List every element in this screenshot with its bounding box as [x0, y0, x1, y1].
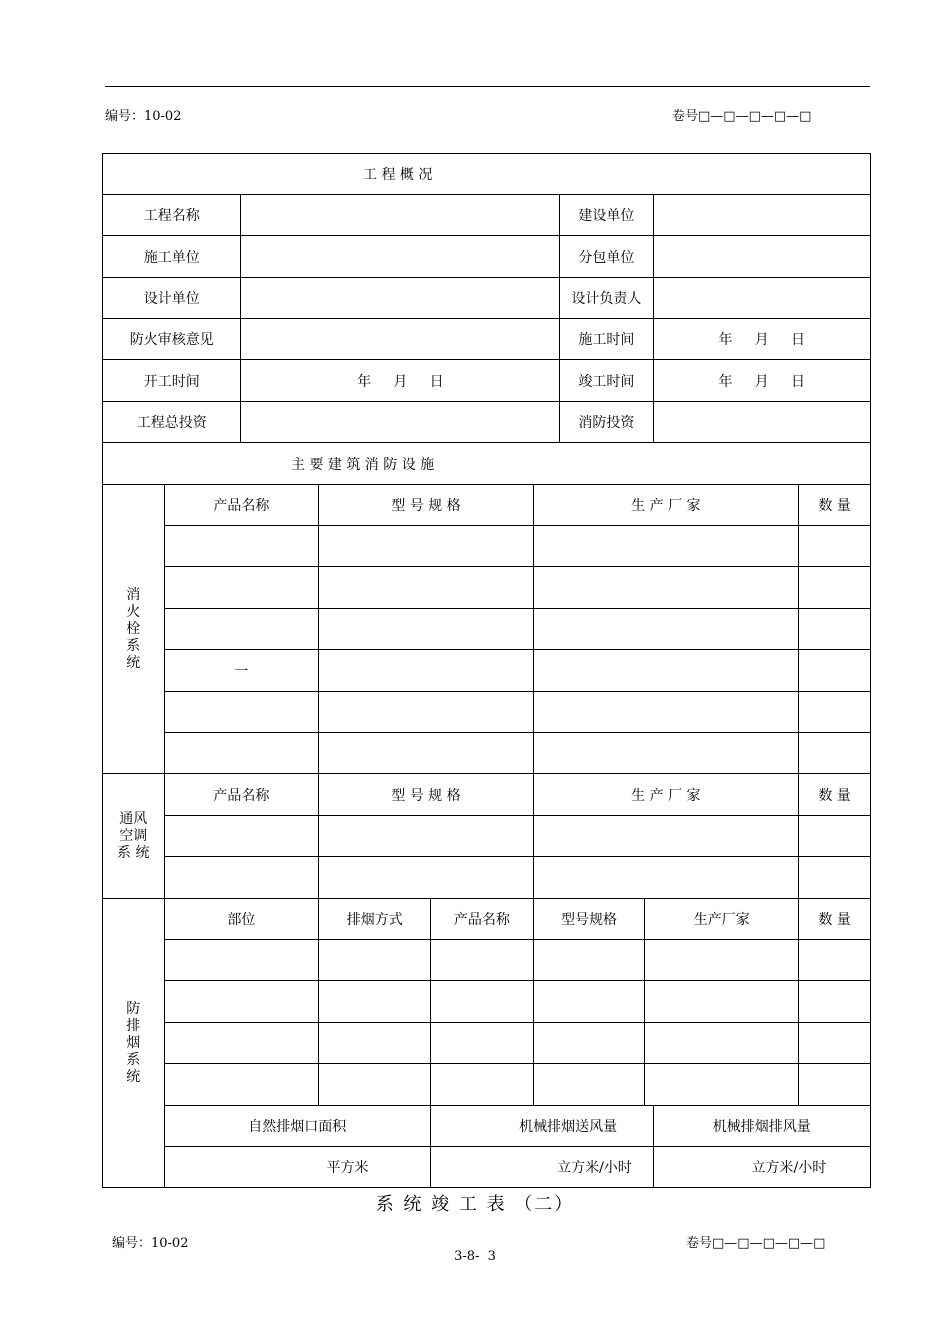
hydrant-cell[interactable]: [799, 567, 871, 609]
smoke-header-product: 产品名称: [431, 899, 534, 940]
hydrant-cell[interactable]: [319, 609, 533, 650]
hydrant-system-label: 消 火 栓 系 统: [103, 485, 165, 774]
label-fire-review: 防火审核意见: [103, 319, 241, 360]
volume-number: 卷号□—□—□—□—□: [672, 109, 812, 124]
hydrant-cell[interactable]: [533, 609, 799, 650]
hydrant-header-product: 产品名称: [164, 485, 319, 526]
hvac-cell[interactable]: [799, 816, 871, 857]
value-finish-time[interactable]: 年 月 日: [653, 360, 870, 402]
smoke-header-qty: 数 量: [799, 899, 871, 940]
table-row: [103, 609, 871, 650]
smoke-cell[interactable]: [533, 981, 645, 1023]
hvac-cell[interactable]: [319, 857, 533, 899]
hvac-cell[interactable]: [164, 816, 319, 857]
table-row: [103, 816, 871, 857]
smoke-cell[interactable]: [431, 1064, 534, 1106]
smoke-header-model: 型号规格: [533, 899, 645, 940]
form-code: 编号：10-02: [105, 109, 182, 124]
smoke-cell[interactable]: [799, 1064, 871, 1106]
hvac-header-product: 产品名称: [164, 774, 319, 816]
smoke-header-maker: 生产厂家: [645, 899, 799, 940]
hydrant-cell[interactable]: [799, 609, 871, 650]
table-row: [103, 650, 871, 692]
smoke-cell[interactable]: [533, 1064, 645, 1106]
smoke-cell[interactable]: [799, 1023, 871, 1064]
value-design-unit[interactable]: [241, 278, 560, 319]
label-project-name: 工程名称: [103, 195, 241, 236]
unit-square-meters: 平方米: [164, 1147, 431, 1188]
hvac-cell[interactable]: [799, 857, 871, 899]
hydrant-header-qty: 数 量: [799, 485, 871, 526]
table-row: [103, 567, 871, 609]
table-row: [103, 857, 871, 899]
table-row: [103, 526, 871, 567]
hvac-cell[interactable]: [533, 816, 799, 857]
value-build-time[interactable]: 年 月 日: [653, 319, 870, 360]
hydrant-cell[interactable]: [533, 650, 799, 692]
table-row: [103, 1023, 871, 1064]
unit-cubic-per-hour-supply: 立方米/小时: [431, 1147, 653, 1188]
hydrant-cell[interactable]: [319, 733, 533, 774]
hydrant-cell[interactable]: 一: [164, 650, 319, 692]
smoke-cell[interactable]: [319, 1023, 431, 1064]
facilities-title: 主 要 建 筑 消 防 设 施: [103, 443, 871, 485]
form-title: 系 统 竣 工 表 （二）: [375, 1194, 575, 1215]
label-fire-investment: 消防投资: [560, 402, 653, 443]
table-row: [103, 692, 871, 733]
label-subcontractor: 分包单位: [560, 236, 653, 278]
hvac-cell[interactable]: [164, 857, 319, 899]
overview-title: 工 程 概 况: [103, 154, 871, 195]
smoke-cell[interactable]: [533, 940, 645, 981]
smoke-cell[interactable]: [431, 981, 534, 1023]
value-total-investment[interactable]: [241, 402, 560, 443]
hvac-cell[interactable]: [319, 816, 533, 857]
hydrant-cell[interactable]: [164, 567, 319, 609]
table-row: [103, 1064, 871, 1106]
hydrant-cell[interactable]: [799, 733, 871, 774]
table-row: [103, 940, 871, 981]
smoke-cell[interactable]: [645, 1023, 799, 1064]
smoke-cell[interactable]: [164, 1023, 319, 1064]
hydrant-cell[interactable]: [799, 692, 871, 733]
hydrant-cell[interactable]: [533, 733, 799, 774]
hydrant-cell[interactable]: [533, 692, 799, 733]
hydrant-cell[interactable]: [533, 526, 799, 567]
smoke-header-method: 排烟方式: [319, 899, 431, 940]
hydrant-cell[interactable]: [319, 692, 533, 733]
label-design-unit: 设计单位: [103, 278, 241, 319]
hydrant-cell[interactable]: [319, 650, 533, 692]
smoke-cell[interactable]: [431, 940, 534, 981]
value-fire-review[interactable]: [241, 319, 560, 360]
label-total-investment: 工程总投资: [103, 402, 241, 443]
smoke-cell[interactable]: [319, 940, 431, 981]
hydrant-header-maker: 生 产 厂 家: [533, 485, 799, 526]
smoke-cell[interactable]: [319, 981, 431, 1023]
hydrant-cell[interactable]: [799, 650, 871, 692]
hydrant-header-model: 型 号 规 格: [319, 485, 533, 526]
hvac-system-label: 通风 空调 系 统: [103, 774, 165, 899]
hydrant-cell[interactable]: [164, 526, 319, 567]
footer-form-code: 编号：10-02: [112, 1236, 189, 1251]
smoke-cell[interactable]: [799, 981, 871, 1023]
value-builder[interactable]: [241, 236, 560, 278]
footer-volume-number: 卷号□—□—□—□—□: [686, 1236, 826, 1251]
value-fire-investment[interactable]: [653, 402, 870, 443]
smoke-cell[interactable]: [164, 981, 319, 1023]
value-design-lead[interactable]: [653, 278, 870, 319]
smoke-cell[interactable]: [164, 940, 319, 981]
hvac-cell[interactable]: [533, 857, 799, 899]
label-start-time: 开工时间: [103, 360, 241, 402]
value-project-name[interactable]: [241, 195, 560, 236]
hydrant-cell[interactable]: [799, 526, 871, 567]
label-design-lead: 设计负责人: [560, 278, 653, 319]
smoke-cell[interactable]: [799, 940, 871, 981]
label-mech-exhaust-air: 机械排烟排风量: [653, 1106, 870, 1147]
value-construction-unit[interactable]: [653, 195, 870, 236]
value-subcontractor[interactable]: [653, 236, 870, 278]
hvac-header-maker: 生 产 厂 家: [533, 774, 799, 816]
table-row: [103, 981, 871, 1023]
value-start-time[interactable]: 年 月 日: [241, 360, 560, 402]
hvac-header-model: 型 号 规 格: [319, 774, 533, 816]
hydrant-cell[interactable]: [319, 526, 533, 567]
unit-cubic-per-hour-exhaust: 立方米/小时: [653, 1147, 870, 1188]
smoke-cell[interactable]: [645, 940, 799, 981]
label-build-time: 施工时间: [560, 319, 653, 360]
hydrant-cell[interactable]: [164, 692, 319, 733]
label-natural-vent-area: 自然排烟口面积: [164, 1106, 431, 1147]
smoke-cell[interactable]: [645, 981, 799, 1023]
top-rule: [105, 86, 870, 87]
label-construction-unit: 建设单位: [560, 195, 653, 236]
hydrant-cell[interactable]: [319, 567, 533, 609]
label-finish-time: 竣工时间: [560, 360, 653, 402]
smoke-header-location: 部位: [164, 899, 319, 940]
label-builder: 施工单位: [103, 236, 241, 278]
label-mech-supply-air: 机械排烟送风量: [431, 1106, 653, 1147]
smoke-cell[interactable]: [319, 1064, 431, 1106]
hvac-header-qty: 数 量: [799, 774, 871, 816]
table-row: [103, 733, 871, 774]
completion-form-table: [102, 153, 871, 1188]
smoke-cell[interactable]: [533, 1023, 645, 1064]
hydrant-cell[interactable]: [533, 567, 799, 609]
smoke-cell[interactable]: [431, 1023, 534, 1064]
smoke-system-label: 防 排 烟 系 统: [103, 899, 165, 1188]
page-number: 3-8- 3: [454, 1249, 496, 1264]
hydrant-cell[interactable]: [164, 609, 319, 650]
smoke-cell[interactable]: [164, 1064, 319, 1106]
hydrant-cell[interactable]: [164, 733, 319, 774]
smoke-cell[interactable]: [645, 1064, 799, 1106]
